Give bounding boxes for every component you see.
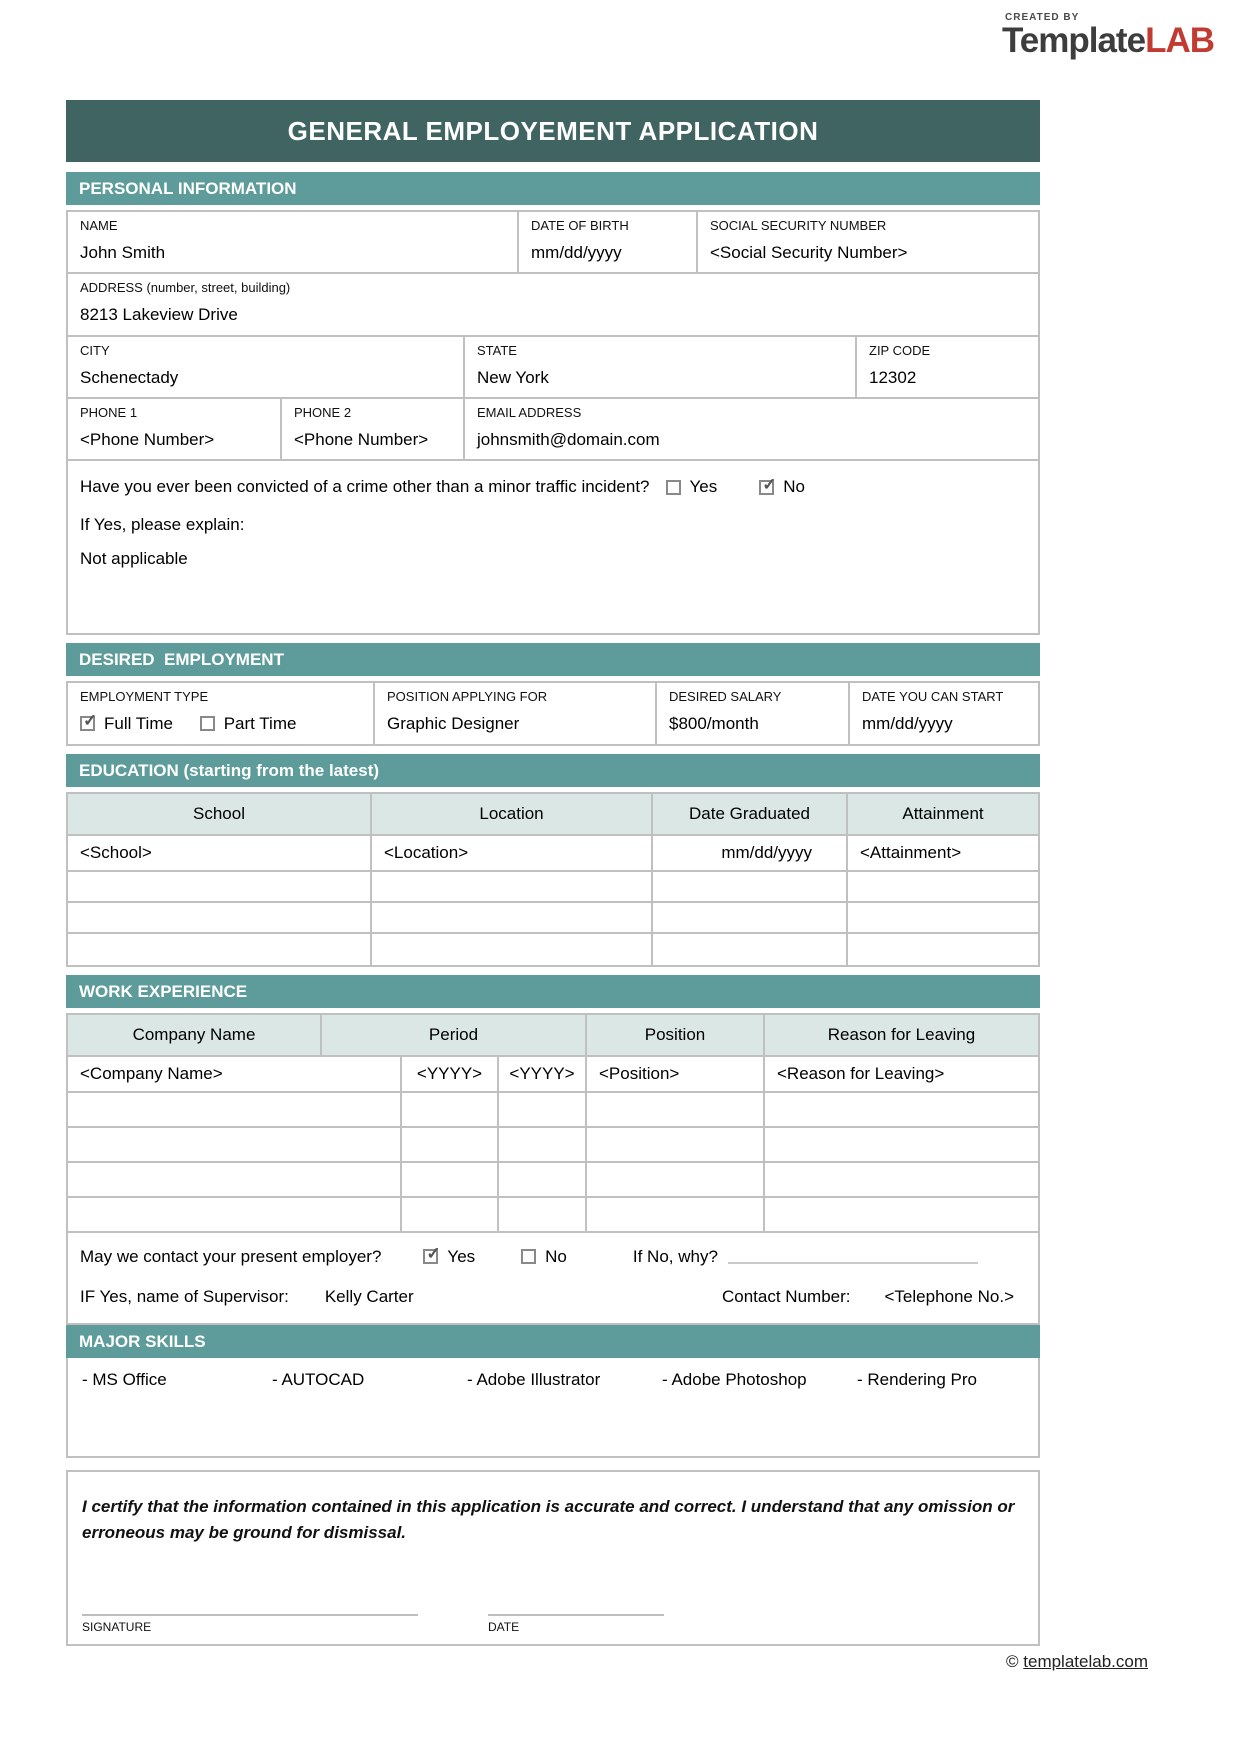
conviction-question-line [80,477,1026,497]
education-location-cell: <Location> [372,836,653,870]
desired-salary-value: $800/month [669,714,759,734]
education-school-cell: <School> [68,836,372,870]
work-header-period: Period [322,1015,587,1055]
signature-line[interactable] [82,1614,418,1616]
full-time-label: Full Time [104,714,173,734]
employment-type-label: EMPLOYMENT TYPE [80,689,209,705]
major-skills-box [66,1358,1040,1458]
form-title: GENERAL EMPLOYEMENT APPLICATION [287,115,819,146]
date-line[interactable] [488,1614,664,1616]
phone2-value: <Phone Number> [294,429,429,449]
conviction-no-label: No [783,477,805,497]
education-section-bar: EDUCATION (starting from the latest) [66,754,1040,787]
position-applying-value: Graphic Designer [387,714,520,734]
work-header-position: Position [587,1015,765,1055]
brand-template-text: Template [1002,21,1146,60]
work-empty-row [68,1093,1038,1128]
work-year-from-cell: <YYYY> [402,1057,499,1091]
position-applying-label: POSITION APPLYING FOR [387,689,548,705]
conviction-explain-value: Not applicable [80,549,188,569]
education-header-date: Date Graduated [653,794,848,834]
personal-row-phone [68,399,1038,461]
education-table-header [66,792,1040,834]
work-row-1 [68,1057,1038,1093]
position-applying-field [375,683,657,743]
desired-salary-label: DESIRED SALARY [669,689,782,705]
email-value: johnsmith@domain.com [477,429,660,449]
state-value: New York [477,367,549,387]
ssn-label: SOCIAL SECURITY NUMBER [710,218,887,233]
work-empty-row [68,1163,1038,1198]
city-label: CITY [80,342,110,358]
ssn-field [698,212,1038,272]
zip-value: 12302 [869,367,917,387]
supervisor-value: Kelly Carter [324,1286,414,1306]
dob-value: mm/dd/yyyy [531,242,622,262]
signature-slot [82,1614,418,1634]
brand-text [1002,23,1214,60]
supervisor-line [80,1287,1026,1307]
desired-employment-grid [66,681,1040,745]
conviction-question: Have you ever been convicted of a crime other than a minor traffic incident? [80,477,650,497]
address-label: ADDRESS (number, street, building) [80,280,291,296]
city-field [68,337,465,397]
contact-employer-question: May we contact your present employer? [80,1246,382,1266]
work-table-body [66,1055,1040,1325]
skill-item: - Adobe Photoshop [662,1369,807,1389]
conviction-yes-label: Yes [689,477,718,497]
date-start-value: mm/dd/yyyy [862,714,953,734]
conviction-no-checkbox[interactable] [759,480,774,495]
contact-no-label: No [545,1246,567,1266]
templatelab-link[interactable]: templatelab.com [1023,1652,1148,1671]
part-time-label: Part Time [223,714,297,734]
full-time-checkbox[interactable] [80,716,95,731]
phone1-label: PHONE 1 [80,404,138,420]
skill-item: - Adobe Illustrator [467,1369,601,1389]
brand-lab-text: LAB [1145,21,1214,60]
work-header-company: Company Name [68,1015,322,1055]
work-position-cell: <Position> [587,1057,765,1091]
state-label: STATE [477,342,517,358]
date-start-field [850,683,1038,743]
education-table-body [66,834,1040,967]
form-title-bar [66,100,1040,162]
conviction-explain-label: If Yes, please explain: [80,515,245,535]
city-value: Schenectady [80,367,179,387]
date-start-label: DATE YOU CAN START [862,689,1004,705]
state-field [465,337,857,397]
date-slot [488,1614,664,1634]
personal-information-section-bar: PERSONAL INFORMATION [66,172,1040,205]
work-empty-row [68,1128,1038,1163]
skill-item: - MS Office [82,1369,167,1389]
contact-employer-block [68,1233,1038,1323]
education-attainment-cell: <Attainment> [860,842,962,862]
copyright-symbol: © [1006,1652,1019,1671]
major-skills-section-bar: MAJOR SKILLS [66,1325,1040,1358]
created-by-text: CREATED BY [1005,12,1080,23]
conviction-yes-checkbox[interactable] [666,480,681,495]
work-empty-row [68,1198,1038,1233]
address-value: 8213 Lakeview Drive [80,305,238,325]
desired-employment-section-bar: DESIRED EMPLOYMENT [66,643,1040,676]
email-label: EMAIL ADDRESS [477,404,582,420]
education-empty-row [68,903,1038,934]
personal-row-address [68,274,1038,336]
dob-label: DATE OF BIRTH [531,218,629,233]
certification-box [66,1470,1040,1646]
education-empty-row [68,934,1038,965]
education-date-cell: mm/dd/yyyy [653,836,848,870]
contact-yes-label: Yes [447,1246,476,1266]
education-row-1 [68,836,1038,872]
work-experience-section-bar: WORK EXPERIENCE [66,975,1040,1008]
employment-type-field [68,683,375,743]
personal-row-name [68,212,1038,274]
desired-employment-row [68,683,1038,743]
supervisor-label: IF Yes, name of Supervisor: [80,1286,289,1306]
skill-item: - Rendering Pro [857,1369,978,1389]
personal-information-grid [66,210,1040,635]
work-year-to-cell: <YYYY> [499,1057,587,1091]
employment-type-options [80,714,361,734]
signature-row [82,1614,1024,1634]
certification-text: I certify that the information contained in this application is accurate and correct. I understand that any omission or erroneous may be ground for dismissal. [82,1496,1015,1542]
contact-number-value: <Telephone No.> [884,1286,1014,1306]
contact-number-label: Contact Number: [722,1286,851,1306]
work-header-reason: Reason for Leaving [827,1024,976,1044]
phone1-field [68,399,282,459]
work-reason-cell: <Reason for Leaving> [777,1063,945,1083]
contact-employer-question-line [80,1247,1026,1267]
ssn-value: <Social Security Number> [710,242,908,262]
conviction-block [68,461,1038,633]
email-field [465,399,1038,459]
name-value: John Smith [80,242,166,262]
work-table-header [66,1013,1040,1055]
skill-item: - AUTOCAD [272,1369,365,1389]
date-label: DATE [488,1619,520,1634]
desired-salary-field [657,683,850,743]
phone1-value: <Phone Number> [80,429,215,449]
contact-no-checkbox[interactable] [521,1249,536,1264]
footer [1006,1652,1148,1672]
education-header-attainment: Attainment [902,803,984,823]
signature-label: SIGNATURE [82,1619,152,1634]
phone2-label: PHONE 2 [294,404,352,420]
education-header-location: Location [372,794,653,834]
education-header-school: School [68,794,372,834]
contact-yes-checkbox[interactable] [423,1249,438,1264]
name-label: NAME [80,218,118,233]
if-no-why-label: If No, why? [632,1246,718,1266]
work-company-cell: <Company Name> [68,1057,402,1091]
form-content [66,100,1040,1646]
address-field [68,274,1038,334]
zip-label: ZIP CODE [869,342,931,358]
if-no-why-line[interactable] [728,1250,978,1264]
personal-row-city [68,337,1038,399]
zip-field [857,337,1038,397]
templatelab-logo [1002,12,1214,60]
education-empty-row [68,872,1038,903]
phone2-field [282,399,465,459]
dob-field [519,212,698,272]
name-field [68,212,519,272]
part-time-checkbox[interactable] [200,716,215,731]
